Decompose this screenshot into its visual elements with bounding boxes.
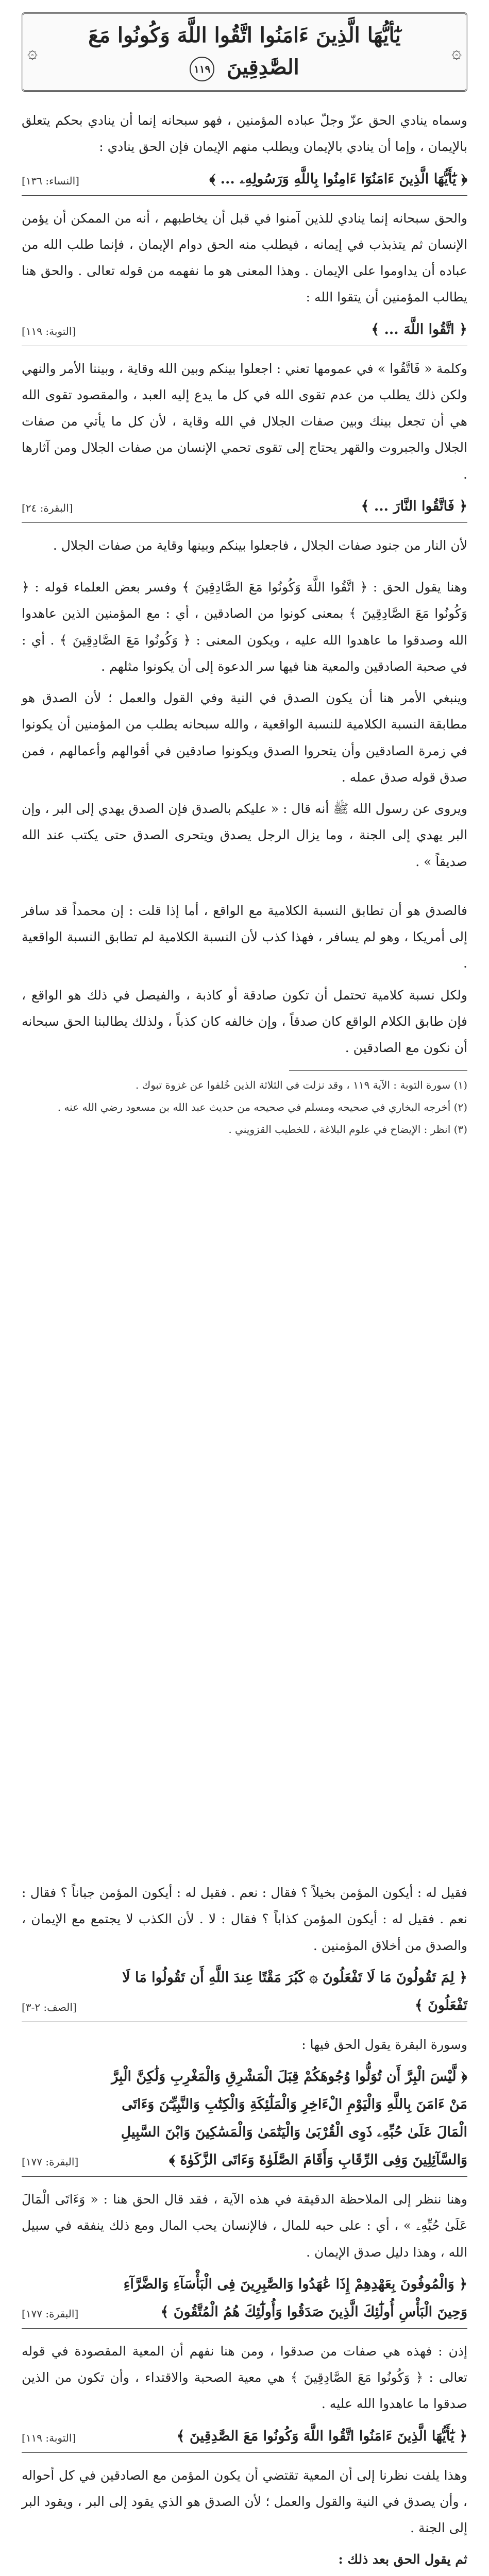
divider — [22, 2328, 467, 2329]
ayah-3-ref: [البقرة: ٢٤] — [22, 501, 73, 514]
ornament-right-icon: ۞ — [451, 42, 462, 63]
divider — [22, 2452, 467, 2453]
ayah-4 — [22, 2422, 467, 2450]
divider — [22, 522, 467, 523]
divider — [22, 195, 467, 196]
paragraph-3: لأن النار من جنود صفات الجلال ، فاجعلوا بينكم وبينها وقاية من صفات الجلال . — [53, 537, 467, 553]
intro-paragraph: وسماه ينادي الحق عزّ وجلّ عباده المؤمنين ، فهو سبحانه إنما أن ينادي بحكم يتعلق بالإيمان ، وإما أن ينادي بالإيمان ويطلب منهم الإيمان فإن الحق ينادي : — [22, 113, 467, 155]
paragraph-6: ويروى عن رسول الله ﷺ أنه قال : « عليكم بالصدق فإن الصدق يهدي إلى البر ، وإن البر يهدي إلى الجنة ، وما يزال الرجل يصدق ويتحرى الصدق حتى يكتب عند الله صديقاً » . — [22, 801, 467, 869]
ayah-1-text: ﴿ يَٰٓأَيُّهَا الَّذِينَ ءَامَنُوٓا ءَامِنُوا بِاللَّهِ وَرَسُولِهِۦ ... ﴾ — [209, 171, 467, 187]
divider — [22, 2176, 467, 2177]
ayah-1 — [22, 1964, 467, 2020]
ayah-2-text: ﴿ لَّيْسَ الْبِرَّ أَن تُوَلُّوا وُجُوهَكُمْ قِبَلَ الْمَشْرِقِ وَالْمَغْرِبِ وَلَٰكِنَّ الْبِرَّ مَنْ ءَامَنَ بِاللَّهِ وَالْيَوْمِ الْءَاخِرِ وَالْمَلَٰٓئِكَةِ وَالْكِتَٰبِ وَالنَّبِيِّـۧنَ وَءَاتَى الْمَالَ عَلَىٰ حُبِّهِۦ ذَوِى الْقُرْبَىٰ وَالْيَتَٰمَىٰ وَالْمَسَٰكِينَ وَابْنَ السَّبِيلِ وَالسَّآئِلِينَ وَفِى الرِّقَابِ وَأَقَامَ الصَّلَوٰةَ وَءَاتَى الزَّكَوٰةَ ﴾ — [111, 2069, 467, 2168]
ayah-3 — [22, 493, 467, 520]
paragraph-1: والحق سبحانه إنما ينادي للذين آمنوا في قبل أن يخاطبهم ، أنه من الممكن أن يؤمن الإنسان ثم يتذبذب في إيمانه ، فيطلب منه الحق دوام الإيمان ، فإنما طلب الله من عباده أن يداوموا على الإيمان . وهذا المعنى هو ما نفهمه من قوله تعالى . والحق هنا يطالب المؤمنين أن يتقوا الله : — [22, 210, 467, 305]
ayah-1-text: ﴿ لِمَ تَقُولُونَ مَا لَا تَفْعَلُونَ ۞ كَبُرَ مَقْتًا عِندَ اللَّهِ أَن تَقُولُوا مَا لَا تَفْعَلُونَ ﴾ — [122, 1969, 467, 2013]
paragraph-3: وهنا ننظر إلى الملاحظة الدقيقة في هذه الآية ، فقد قال الحق هنا : « وَءَاتَى الْمَالَ عَلَىٰ حُبِّهِۦ » ، أي : على حبه للمال ، فالإنسان يحب المال ومع ذلك ينفقه في سبيل الله ، وهذا دليل صدق الإيمان . — [22, 2192, 467, 2260]
ayah-2 — [22, 316, 467, 344]
paragraph-6: ثم يقول الحق بعد ذلك : — [338, 2552, 467, 2567]
paragraph-7: فالصدق هو أن تطابق النسبة الكلامية مع الواقع ، أما إذا قلت : إن محمداً قد سافر إلى أمريكا ، وهو لم يسافر ، فهذا كذب لأن النسبة الكلامية لم تطابق النسبة الواقعية . — [22, 903, 467, 971]
ornament-left-icon: ۞ — [27, 42, 38, 63]
ayah-3-ref: [البقرة: ١٧٧] — [22, 2307, 79, 2320]
paragraph-4: إذن : فهذه هي صفات من صدقوا ، ومن هنا نفهم أن المعية المقصودة في قوله تعالى : ﴿ وَكُونُوا مَعَ الصَّادِقِينَ ﴾ هي معية الصحبة والاقتداء ، وأن تكون من الذين صدقوا ما عاهدوا الله عليه . — [22, 2343, 467, 2412]
paragraph-4: وهنا يقول الحق : ﴿ اتَّقُوا اللَّهَ وَكُونُوا مَعَ الصَّادِقِينَ ﴾ وفسر بعض العلماء قوله : ﴿ وَكُونُوا مَعَ الصَّادِقِينَ ﴾ بمعنى كونوا من الصادقين ، أي : مع المؤمنين الذين عاهدوا الله وصدقوا ما عاهدوا الله عليه ، ويكون المعنى : ﴿ وَكُونُوا مَعَ الصَّادِقِينَ ﴾ . أي : في صحبة الصادقين والمعية هنا فيها سر الدعوة إلى أن يكونوا مثلهم . — [22, 580, 467, 674]
footnote: (٢) أخرجه البخاري في صحيحه ومسلم في صحيحه من حديث عبد الله بن مسعود رضي الله عنه . — [57, 1101, 467, 1114]
title-line-2 — [39, 52, 450, 83]
footnote: (٣) انظر : الإيضاح في علوم البلاغة ، للخطيب القزويني . — [228, 1123, 467, 1136]
ayah-3 — [22, 2270, 467, 2326]
title-line-2-text: الصَّٰدِقِينَ — [227, 55, 299, 79]
ayah-1 — [22, 165, 467, 193]
ayah-1-ref: [الصف: ٢-٣] — [22, 2001, 77, 2013]
ayah-4-text: ﴿ يَٰٓأَيُّهَا الَّذِينَ ءَامَنُوا اتَّقُوا اللَّهَ وَكُونُوا مَعَ الصَّٰدِقِينَ ﴾ — [176, 2428, 467, 2444]
ayah-2-text: ﴿ اتَّقُوا اللَّهَ ... ﴾ — [371, 321, 467, 337]
paragraph-8: ولكل نسبة كلامية تحتمل أن تكون صادقة أو كاذبة ، والفيصل في ذلك هو الواقع ، فإن طابق الكلام الواقع كان صدقاً ، وإن خالفه كان كذباً ، ولذلك يطالبنا الحق سبحانه أن نكون مع الصادقين . — [22, 987, 467, 1055]
footnotes-page-1 — [22, 1076, 467, 1139]
paragraph-5: وهذا يلفت نظرنا إلى أن المعية تقتضي أن يكون المؤمن مع الصادقين في كل أحواله ، وأن يصدق في النية والقول والعمل ؛ لأن الصدق هو الذي يقود إلى البر ، ويقود البر إلى الجنة . — [22, 2467, 467, 2535]
ayah-2 — [22, 2063, 467, 2174]
title-line-1: يٰٓأيُّهَا الَّذِينَ ءَامَنُوا اتَّقُوا اللَّهَ وَكُونُوا مَعَ — [88, 23, 401, 47]
paragraph-1: فقيل له : أيكون المؤمن بخيلاً ؟ فقال : نعم . فقيل له : أيكون المؤمن جباناً ؟ فقال : نعم . فقيل له : أيكون المؤمن كذاباً ؟ فقال : لا . لأن الكذب لا يجتمع مع الإيمان ، والصدق من أخلاق المؤمنين . — [22, 1885, 467, 1953]
page-separator — [0, 1834, 489, 1867]
ayah-1-ref: [النساء: ١٣٦] — [22, 174, 79, 187]
ayah-2-ref: [البقرة: ١٧٧] — [22, 2156, 79, 2168]
ayah-3-text: ﴿ فَاتَّقُوا النَّارَ ... ﴾ — [361, 498, 467, 514]
footnote-divider — [289, 1070, 467, 1071]
paragraph-2: وسورة البقرة يقول الحق فيها : — [301, 2037, 467, 2052]
ayah-3-text: ﴿ وَالْمُوفُونَ بِعَهْدِهِمْ إِذَا عَٰهَدُوا وَالصَّٰبِرِينَ فِى الْبَأْسَآءِ وَالضَّرَّآءِ وَحِينَ الْبَأْسِ أُولَٰٓئِكَ الَّذِينَ صَدَقُوا وَأُولَٰٓئِكَ هُمُ الْمُتَّقُونَ ﴾ — [123, 2276, 467, 2320]
ayah-number-badge: ١١٩ — [190, 57, 214, 81]
page-2 — [0, 1867, 489, 2576]
paragraph-5: وينبغي الأمر هنا أن يكون الصدق في النية وفي القول والعمل ؛ لأن الصدق هو مطابقة النسبة الكلامية للنسبة الواقعية ، والله سبحانه يطلب من المؤمنين أن يكونوا في زمرة الصادقين وأن يتحروا الصدق ويكونوا صادقين في أقوالهم وأعمالهم ، فمن صدق قوله صدق عمله . — [22, 690, 467, 785]
footnote: (١) سورة التوبة : الآية ١١٩ ، وقد نزلت في الثلاثة الذين خُلفوا عن غزوة تبوك . — [136, 1079, 467, 1092]
title-banner — [22, 12, 467, 92]
paragraph-2: وكلمة « فَاتَّقُوا » في عمومها تعني : اجعلوا بينكم وبين الله وقاية ، وبيننا الأمر والنهي ولكن ذلك يطلب من عدم تقوى الله في كل ما يدع إليه العبد ، والمقصود تقوى الله هي أن تجعل بينك وبين صفات الجلال في الله وقاية ، لأن كل ما يأتي من صفات الجلال والجبروت والقهر يحتاج إلى تقوى تحمي الإنسان من صفات الجلال ومن آثارها . — [22, 361, 467, 482]
ayah-4-ref: [التوبة: ١١٩] — [22, 2431, 76, 2444]
ayah-2-ref: [التوبة: ١١٩] — [22, 325, 76, 337]
